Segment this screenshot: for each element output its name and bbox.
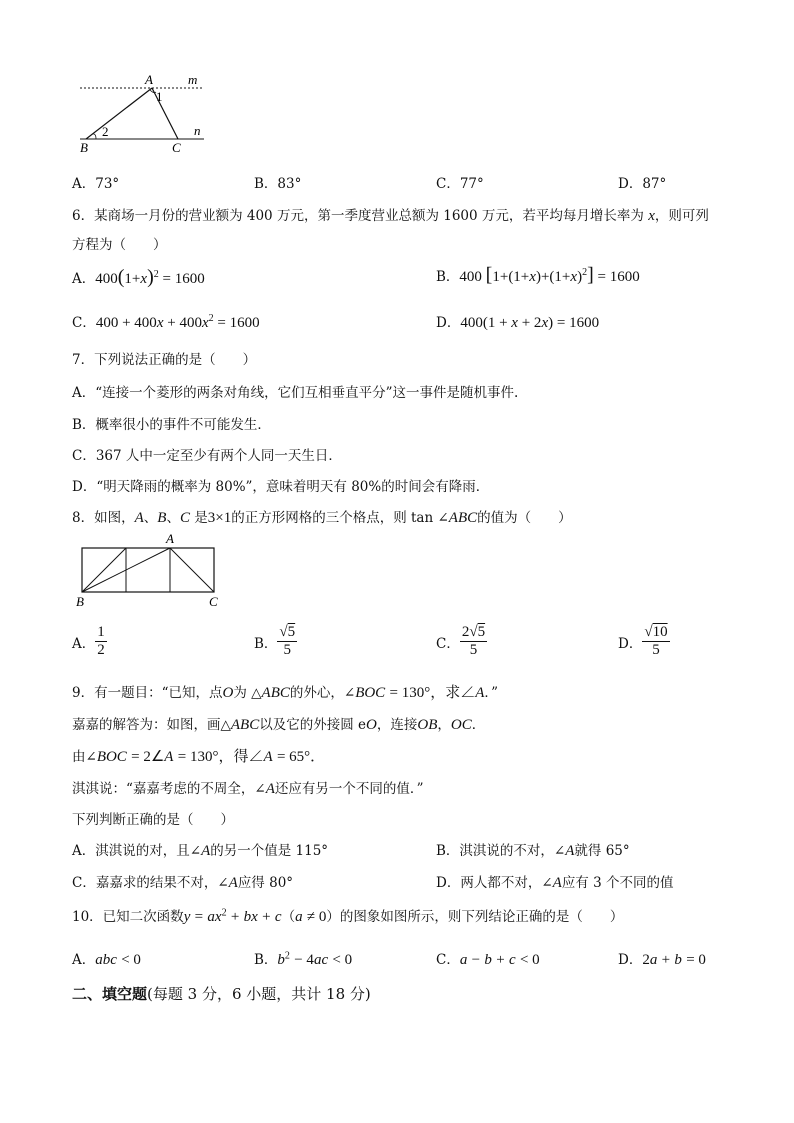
q8-figure xyxy=(72,530,232,610)
option-label: B． xyxy=(254,176,278,192)
q8-option-b[interactable]: B． $\frac{√5}{5}$ xyxy=(254,624,296,658)
q10-option-d[interactable]: D．2a + b = 0 xyxy=(618,952,706,968)
q5-figure xyxy=(70,70,220,156)
q9-stem-4: 淇淇说：“嘉嘉考虑的不周全，∠A还应有另一个不同的值．” xyxy=(72,781,424,797)
q9-option-d[interactable]: D．两人都不对，∠A应有 3 个不同的值 xyxy=(436,875,674,891)
q7-option-b[interactable]: B．概率很小的事件不可能发生． xyxy=(72,417,271,433)
option-value: 73° xyxy=(95,176,120,192)
q6-option-c[interactable]: C．$400 + 400x + 400x^2 = 1600$ xyxy=(72,313,260,331)
q6-stem: 6．某商场一月份的营业额为 400 万元，第一季度营业总额为 1600 万元，若平均每月增长率为 x，则可列 xyxy=(72,208,709,224)
label-c: C xyxy=(209,594,218,609)
q9-stem-2: 嘉嘉的解答为：如图，画△ABC以及它的外接圆 eO，连接OB，OC． xyxy=(72,717,486,733)
q9-option-a[interactable]: A．淇淇说的对，且∠A的另一个值是 115° xyxy=(72,843,329,859)
option-label: C． xyxy=(436,176,460,192)
q10-stem: 10．已知二次函数$y = ax^2$ + bx + c（a ≠ 0）的图象如图所示，则下列结论正确的是（ ） xyxy=(72,907,624,925)
q6-option-b[interactable]: B．400 $[1+(1+x)+(1+x)^2] = 1600$ xyxy=(436,264,640,286)
option-label: A． xyxy=(72,176,96,192)
diag-1 xyxy=(82,548,126,592)
option-value: 87° xyxy=(642,176,667,192)
q10-option-a[interactable]: A．abc < 0 xyxy=(72,952,141,968)
q8-option-a[interactable]: A． $\frac{1}{2}$ xyxy=(72,624,105,658)
q6-stem-2: 方程为（ ） xyxy=(72,237,167,253)
label-a: A xyxy=(145,72,153,87)
side-ab xyxy=(86,88,152,139)
option-label: D． xyxy=(618,176,643,192)
q5-option-b[interactable] xyxy=(254,172,301,192)
q8-stem: 8．如图，A、B、C 是3×1的正方形网格的三个格点，则 tan ∠ABC的值为（ ） xyxy=(72,510,572,526)
label-n: n xyxy=(194,123,201,138)
label-2: 2 xyxy=(102,124,109,139)
q7-option-a[interactable]: A．“连接一个菱形的两条对角线，它们互相垂直平分”这一事件是随机事件. xyxy=(72,385,519,401)
q6-option-d[interactable]: D．400(1 + x + 2x) = 1600 xyxy=(436,315,600,331)
label-b: B xyxy=(76,594,84,609)
label-1: 1 xyxy=(156,89,163,104)
q5-option-a[interactable] xyxy=(72,172,119,192)
section-title: 二、填空题 xyxy=(72,985,148,1003)
q9-stem-1: 9．有一题目：“已知，点O为 △ABC的外心，∠BOC = 130°，求∠A．” xyxy=(72,685,499,701)
label-b: B xyxy=(80,140,88,155)
q8-option-c[interactable]: C． $\frac{2√5}{5}$ xyxy=(436,624,486,658)
label-a: A xyxy=(166,531,174,546)
q7-stem: 7．下列说法正确的是（ ） xyxy=(72,352,257,368)
q7-option-d[interactable]: D．“明天降雨的概率为 80%”，意味着明天有 80%的时间会有降雨． xyxy=(72,479,490,495)
option-value: 77° xyxy=(459,176,484,192)
q7-option-c[interactable]: C．367 人中一定至少有两个人同一天生日． xyxy=(72,448,342,464)
q10-option-c[interactable]: C．a − b + c < 0 xyxy=(436,952,540,968)
q5-option-c[interactable] xyxy=(436,172,484,192)
section-2-heading xyxy=(72,983,371,1004)
q9-option-c[interactable]: C．嘉嘉求的结果不对，∠A应得 80° xyxy=(72,875,294,891)
q9-stem-5: 下列判断正确的是（ ） xyxy=(72,812,234,828)
label-c: C xyxy=(172,140,181,155)
q9-stem-3: 由∠BOC = 2∠A = 130°，得∠A = 65°． xyxy=(72,749,326,765)
q8-option-d[interactable]: D． $\frac{√10}{5}$ xyxy=(618,624,668,658)
segment-ac xyxy=(170,548,214,592)
q10-option-b[interactable]: B．$b^2 - 4ac < 0$ xyxy=(254,950,353,968)
q5-option-d[interactable] xyxy=(618,172,666,192)
q9-option-b[interactable]: B．淇淇说的不对，∠A就得 65° xyxy=(436,843,630,859)
label-m: m xyxy=(188,72,198,87)
section-note: (每题 3 分，6 小题，共计 18 分) xyxy=(147,985,371,1003)
q6-option-a[interactable]: A．$400(1+x)^2 = 1600$ xyxy=(72,266,205,288)
option-value: 83° xyxy=(277,176,302,192)
grid-outline xyxy=(82,548,214,592)
